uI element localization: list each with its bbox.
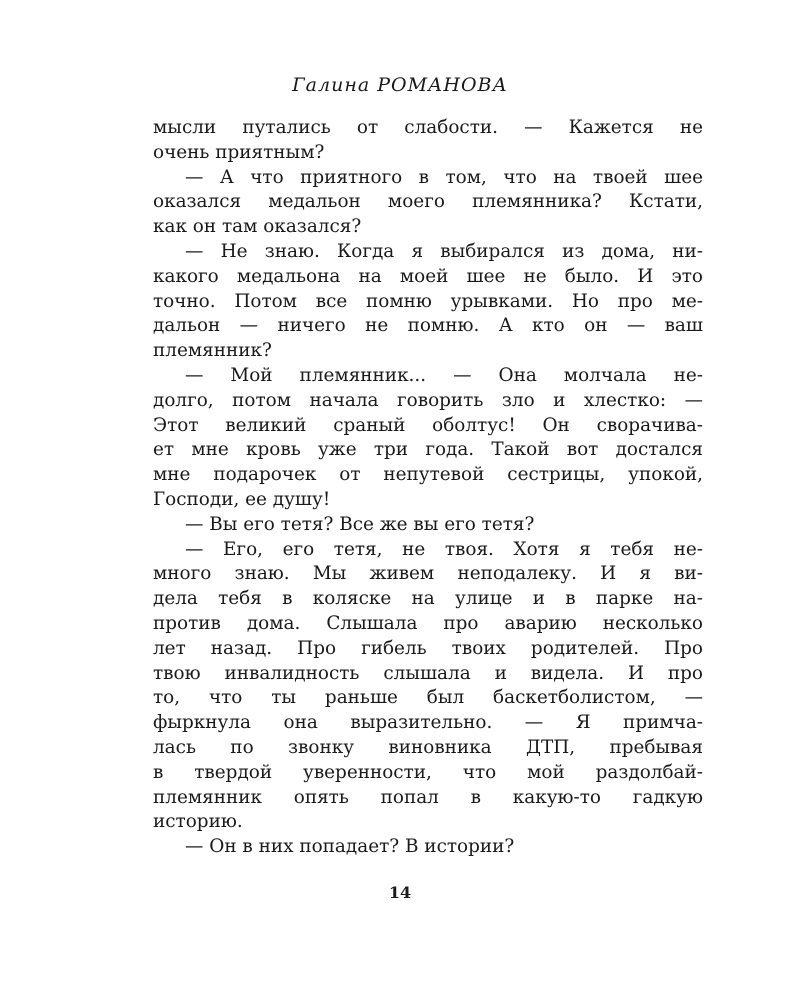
text-line: дела тебя в коляске на улице и в парке на-: [153, 588, 703, 610]
text-line: — Вы его тетя? Все же вы его тетя?: [185, 513, 535, 535]
text-line: историю.: [153, 811, 243, 833]
page-number: 14: [388, 883, 412, 902]
text-line: — Он в них попадает? В истории?: [185, 836, 515, 858]
running-header: Галина РОМАНОВА: [292, 74, 508, 96]
text-line: лет назад. Про гибель твоих родителей. Про: [153, 637, 703, 659]
text-line: как он там оказался?: [153, 216, 362, 238]
text-line: Этот великий сраный оболтус! Он сворачива-: [153, 414, 703, 436]
text-line: долго, потом начала говорить зло и хлестко: —: [153, 389, 703, 411]
text-line: мне подарочек от непутевой сестрицы, упокой,: [153, 464, 703, 486]
text-line: в твердой уверенности, что мой раздолбай-: [153, 761, 703, 783]
text-line: какого медальона на моей шее не было. И это: [153, 265, 703, 287]
text-line: фыркнула она выразительно. — Я примча-: [153, 712, 703, 734]
text-line: против дома. Слышала про аварию несколько: [153, 612, 703, 634]
text-line: дальон — ничего не помню. А кто он — ваш: [153, 315, 703, 337]
text-line: племянник опять попал в какую-то гадкую: [153, 786, 703, 808]
text-line: — Мой племянник... — Она молчала не-: [185, 364, 703, 386]
text-line: твою инвалидность слышала и видела. И про: [153, 662, 703, 684]
text-line: — А что приятного в том, что на твоей шее: [185, 166, 703, 188]
text-line: лась по звонку виновника ДТП, пребывая: [153, 736, 703, 758]
text-line: — Не знаю. Когда я выбирался из дома, ни-: [185, 240, 703, 262]
text-line: много знаю. Мы живем неподалеку. И я ви-: [153, 563, 703, 585]
text-line: то, что ты раньше был баскетболистом, —: [153, 687, 703, 709]
text-line: ет мне кровь уже три года. Такой вот достался: [153, 439, 703, 461]
text-line: точно. Потом все помню урывками. Но про ме-: [153, 290, 703, 312]
body-text: [153, 116, 703, 860]
text-line: — Его, его тетя, не твоя. Хотя я тебя не-: [185, 538, 703, 560]
text-line: мысли путались от слабости. — Кажется не: [153, 117, 703, 138]
text-line: Господи, ее душу!: [153, 488, 331, 510]
text-line: племянник?: [153, 340, 272, 362]
text-line: очень приятным?: [153, 141, 325, 163]
text-line: оказался медальон моего племянника? Кстати,: [153, 191, 703, 213]
